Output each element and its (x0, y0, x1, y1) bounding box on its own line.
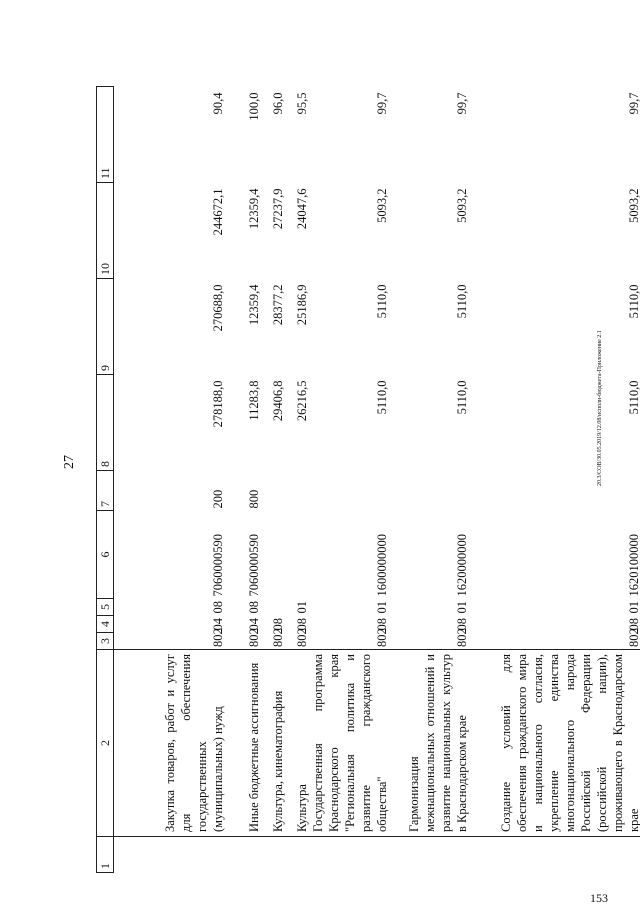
cell-c5: 01 (626, 601, 640, 614)
cell-c11: 99,7 (626, 92, 640, 115)
column-header: 10 (97, 183, 114, 279)
cell-c6: 7060000590 (246, 534, 261, 597)
table-row (262, 87, 286, 873)
cell-c4: 08 (374, 618, 389, 631)
cell-c8: 11283,8 (246, 380, 261, 421)
cell-c3: 802 (310, 633, 390, 650)
cell-c7 (262, 471, 286, 511)
row-name: Закупка товаров, работ и услуг для обеспечения государственных (муниципальных) нужд (114, 650, 226, 837)
cell-c11: 96,0 (270, 92, 285, 115)
cell-c10: 5093,2 (626, 188, 640, 223)
cell-c7: 200 (210, 489, 225, 509)
cell-c5 (262, 599, 286, 616)
cell-c9: 25186,9 (294, 284, 309, 326)
table-row (310, 87, 390, 873)
cell-c5: 08 (246, 601, 261, 614)
cell-c5: 01 (454, 601, 469, 614)
cell-c6: 1620100000 (626, 534, 640, 597)
cell-c4: 08 (294, 618, 309, 631)
table-row (114, 87, 226, 873)
budget-table-container (96, 87, 640, 873)
cell-c5: 01 (294, 601, 309, 614)
cell-c8: 5110,0 (454, 380, 469, 415)
table-row (286, 87, 310, 873)
cell-c10: 12359,4 (246, 188, 261, 230)
cell-c8: 278188,0 (210, 380, 225, 428)
cell-c3: 802 (114, 633, 226, 650)
column-header: 8 (97, 375, 114, 471)
row-name: Создание условий для обеспечения гражданского мира и национального согласия, укрепление единства многонационального народа Российской Федерации (российской нации), проживающего в Краснодарском крае (470, 650, 640, 837)
cell-c10: 24047,6 (294, 188, 309, 230)
cell-c3: 802 (262, 633, 286, 650)
cell-c7 (310, 471, 390, 511)
column-header: 6 (97, 511, 114, 599)
cell-c3: 802 (470, 633, 640, 650)
cell-c7 (470, 471, 640, 511)
cell-c4: 08 (454, 618, 469, 631)
cell-c11: 90,4 (210, 92, 225, 115)
cell-c5: 08 (210, 601, 225, 614)
column-header: 1 (97, 837, 114, 873)
cell-c6 (286, 511, 310, 599)
cell-c6: 7060000590 (210, 534, 225, 597)
cell-c5: 01 (374, 601, 389, 614)
cell-c8: 26216,5 (294, 380, 309, 422)
row-name: Гармонизация межнациональных отношений и развитие национальных культур в Краснодарском крае (390, 650, 470, 837)
footer-file-reference: 20.3/СОВ/30.05.2019/12.08/исполн-бюджета-Приложение 2.1 (597, 330, 603, 486)
cell-c9: 5110,0 (626, 284, 640, 319)
cell-c9: 270688,0 (210, 284, 225, 332)
cell-c6 (262, 511, 286, 599)
cell-c7: 800 (246, 489, 261, 509)
cell-c8: 29406,8 (270, 380, 285, 422)
cell-c9: 5110,0 (454, 284, 469, 319)
cell-c10: 5093,2 (374, 188, 389, 223)
table-row (226, 87, 262, 873)
cell-c7 (286, 471, 310, 511)
table-row (390, 87, 470, 873)
cell-c8: 5110,0 (374, 380, 389, 415)
column-header: 7 (97, 471, 114, 511)
cell-c6: 1620000000 (454, 534, 469, 597)
column-header: 3 (97, 633, 114, 650)
cell-c3: 802 (286, 633, 310, 650)
cell-c9: 5110,0 (374, 284, 389, 319)
cell-c11: 99,7 (454, 92, 469, 115)
cell-c4: 08 (270, 618, 285, 631)
row-name: Культура, кинематография (262, 650, 286, 837)
row-name: Иные бюджетные ассигнования (226, 650, 262, 837)
cell-c3: 802 (390, 633, 470, 650)
cell-c9: 28377,2 (270, 284, 285, 326)
table-row (470, 87, 640, 873)
cell-c8: 5110,0 (626, 380, 640, 415)
row-name: Государственная программа Краснодарского края "Региональная политика и развитие гражданского общества" (310, 650, 390, 837)
cell-c9: 12359,4 (246, 284, 261, 326)
cell-c7 (390, 471, 470, 511)
cell-c11: 100,0 (246, 92, 261, 121)
cell-c4: 08 (626, 618, 640, 631)
cell-c10: 244672,1 (210, 188, 225, 236)
sheet-number: 153 (590, 892, 608, 904)
budget-table (96, 86, 640, 873)
cell-c3: 802 (226, 633, 262, 650)
cell-c10: 5093,2 (454, 188, 469, 223)
cell-c11: 95,5 (294, 92, 309, 115)
cell-c4: 04 (246, 618, 261, 631)
column-header: 11 (97, 87, 114, 183)
column-header: 5 (97, 599, 114, 616)
column-header: 9 (97, 279, 114, 375)
column-header: 2 (97, 650, 114, 837)
page-number: 27 (62, 455, 77, 469)
row-name: Культура (286, 650, 310, 837)
column-header: 4 (97, 616, 114, 633)
cell-c11: 99,7 (374, 92, 389, 115)
cell-c4: 04 (210, 618, 225, 631)
cell-c6: 1600000000 (374, 534, 389, 597)
cell-c10: 27237,9 (270, 188, 285, 230)
table-header-row (97, 87, 114, 873)
